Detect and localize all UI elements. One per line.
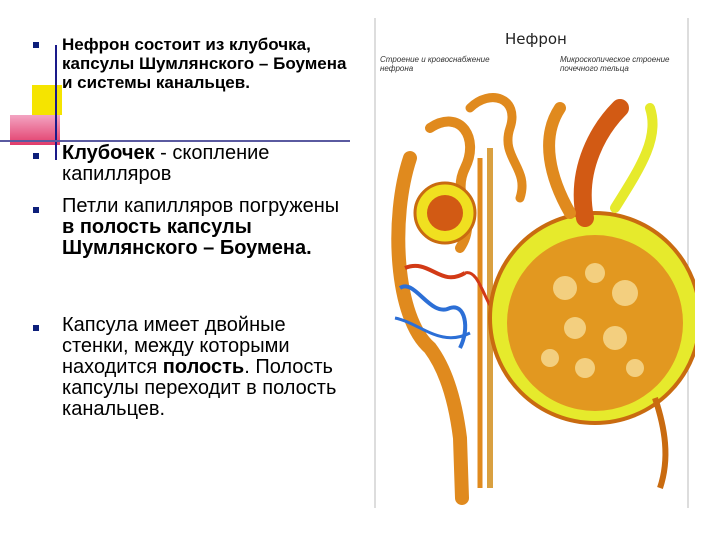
nephron-drawing — [370, 18, 695, 508]
item-text: Капсула имеет двойные стенки, между которыми находится — [62, 314, 290, 378]
bullet-icon — [33, 42, 39, 48]
item-strong: Клубочек — [62, 142, 155, 164]
bullet-icon — [33, 153, 39, 159]
decorative-yellow-square — [32, 85, 62, 115]
item-text: Петли капилляров погружены — [62, 195, 340, 217]
nephron-illustration — [370, 18, 695, 508]
list-item — [62, 196, 352, 259]
bullet-icon — [33, 325, 39, 331]
figure-caption-left: Строение и кровоснабжение нефрона — [380, 55, 490, 73]
item-text: . Полость капсулы переходит в полость канальцев. — [62, 356, 337, 420]
bullet-icon — [33, 207, 39, 213]
list-item — [62, 315, 352, 420]
figure-title: Нефрон — [505, 30, 567, 48]
item-strong: в полость капсулы Шумлянского – Боумена. — [62, 216, 312, 259]
slide-title: Нефрон состоит из клубочка, капсулы Шумлянского – Боумена и системы канальцев. — [62, 35, 347, 92]
figure-caption-right: Микроскопическое строение почечного тельца — [560, 55, 670, 73]
list-item — [62, 143, 352, 185]
item-text: - скопление капилляров — [62, 142, 270, 185]
item-strong: полость — [162, 356, 245, 378]
decorative-vertical-line — [55, 45, 57, 160]
